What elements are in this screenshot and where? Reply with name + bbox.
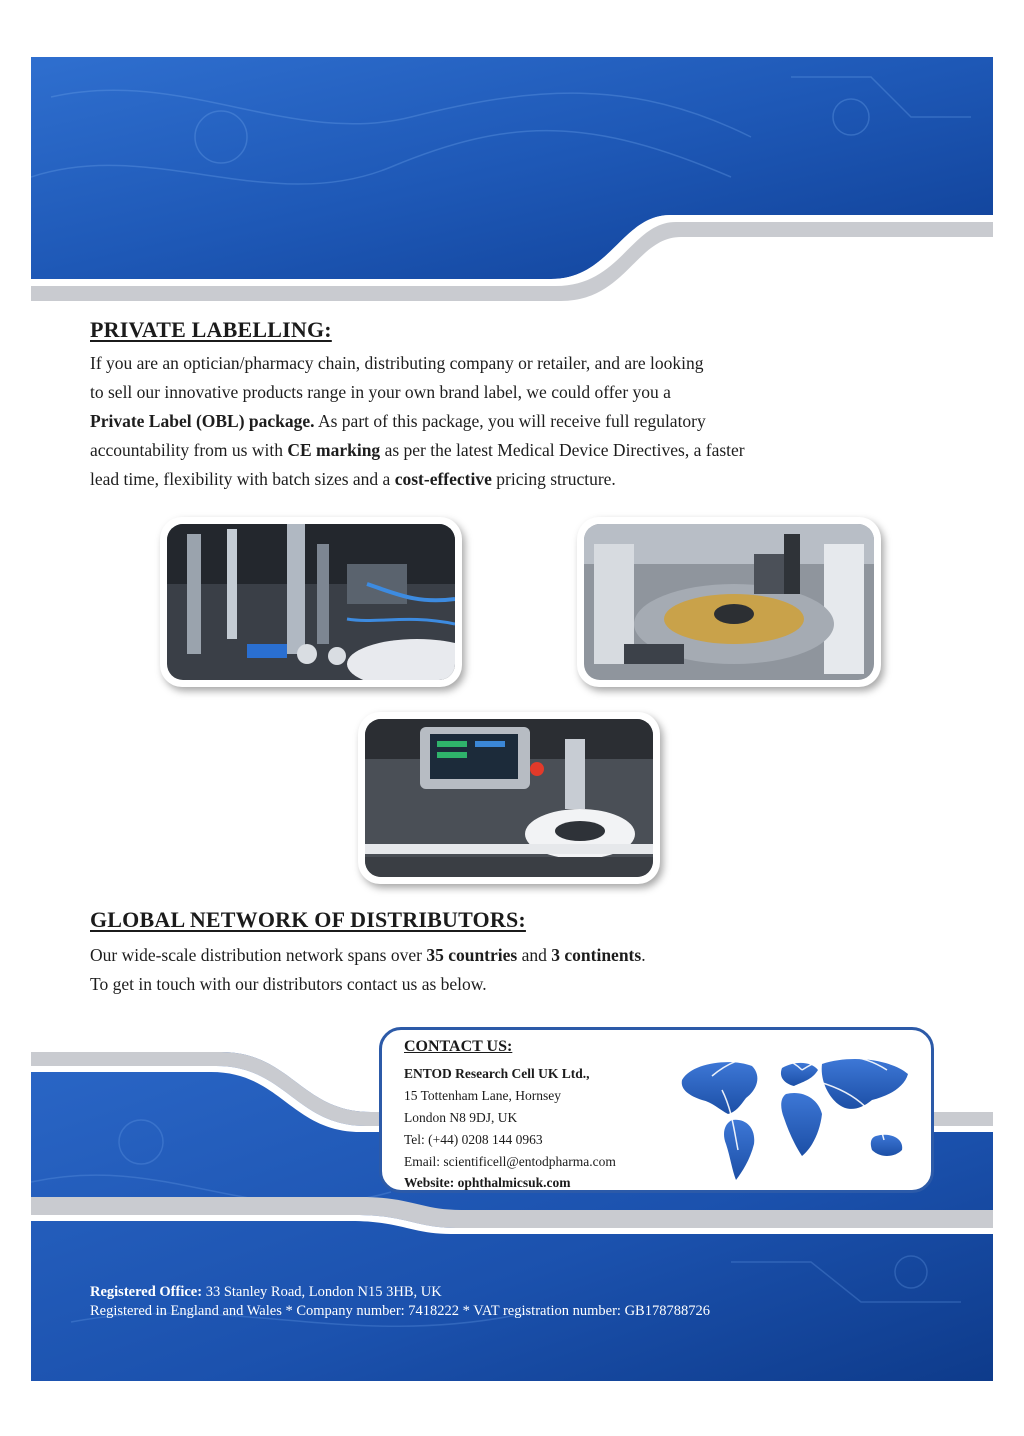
footer bbox=[90, 1283, 710, 1321]
telephone[interactable]: Tel: (+44) 0208 144 0963 bbox=[404, 1132, 543, 1147]
registered-office-line bbox=[90, 1283, 710, 1302]
paragraph-text: and bbox=[517, 945, 552, 965]
top-banner bbox=[31, 57, 993, 301]
countries-emphasis: 35 countries bbox=[426, 945, 518, 965]
private-labelling-heading: PRIVATE LABELLING: bbox=[90, 317, 332, 342]
paragraph-text: lead time, flexibility with batch sizes and a bbox=[90, 469, 395, 489]
paragraph-text: pricing structure. bbox=[491, 469, 616, 489]
paragraph-line bbox=[90, 941, 950, 970]
global-network-paragraph bbox=[90, 941, 950, 999]
company-name: ENTOD Research Cell UK Ltd., bbox=[404, 1066, 590, 1081]
paragraph-text: accountability from us with bbox=[90, 440, 288, 460]
paragraph-text: Our wide-scale distribution network spans over bbox=[90, 945, 427, 965]
machine-photo-3 bbox=[358, 712, 660, 884]
machine-photo-2 bbox=[577, 517, 881, 687]
paragraph-line: If you are an optician/pharmacy chain, distributing company or retailer, and are looking bbox=[90, 353, 704, 373]
paragraph-text: As part of this package, you will receive full regulatory bbox=[314, 411, 706, 431]
address-line-1: 15 Tottenham Lane, Hornsey bbox=[404, 1088, 562, 1103]
paragraph-text: . bbox=[641, 945, 646, 965]
contact-box bbox=[379, 1027, 934, 1193]
private-labelling-paragraph bbox=[90, 349, 950, 494]
cost-effective-emphasis: cost-effective bbox=[394, 469, 492, 489]
machine-photo-1 bbox=[160, 517, 462, 687]
registered-office-address: 33 Stanley Road, London N15 3HB, UK bbox=[202, 1284, 442, 1300]
obl-package-emphasis: Private Label (OBL) package. bbox=[90, 411, 315, 431]
paragraph-line bbox=[90, 436, 950, 465]
paragraph-line: to sell our innovative products range in your own brand label, we could offer you a bbox=[90, 382, 671, 402]
website-link[interactable]: Website: ophthalmicsuk.com bbox=[404, 1175, 571, 1190]
global-network-heading: GLOBAL NETWORK OF DISTRIBUTORS: bbox=[90, 907, 526, 932]
paragraph-text: as per the latest Medical Device Directives, a faster bbox=[380, 440, 745, 460]
email[interactable]: Email: scientificell@entodpharma.com bbox=[404, 1154, 616, 1169]
contact-heading: CONTACT US: bbox=[404, 1038, 513, 1055]
continents-emphasis: 3 continents bbox=[551, 945, 642, 965]
registered-office-label: Registered Office: bbox=[90, 1284, 203, 1300]
ce-marking-emphasis: CE marking bbox=[287, 440, 381, 460]
paragraph-line bbox=[90, 465, 950, 494]
world-map-icon bbox=[662, 1040, 922, 1188]
paragraph-line: To get in touch with our distributors contact us as below. bbox=[90, 974, 487, 994]
registration-details: Registered in England and Wales * Company number: 7418222 * VAT registration number: GB178788726 bbox=[90, 1303, 710, 1319]
address-line-2: London N8 9DJ, UK bbox=[404, 1110, 518, 1125]
paragraph-line bbox=[90, 407, 950, 436]
